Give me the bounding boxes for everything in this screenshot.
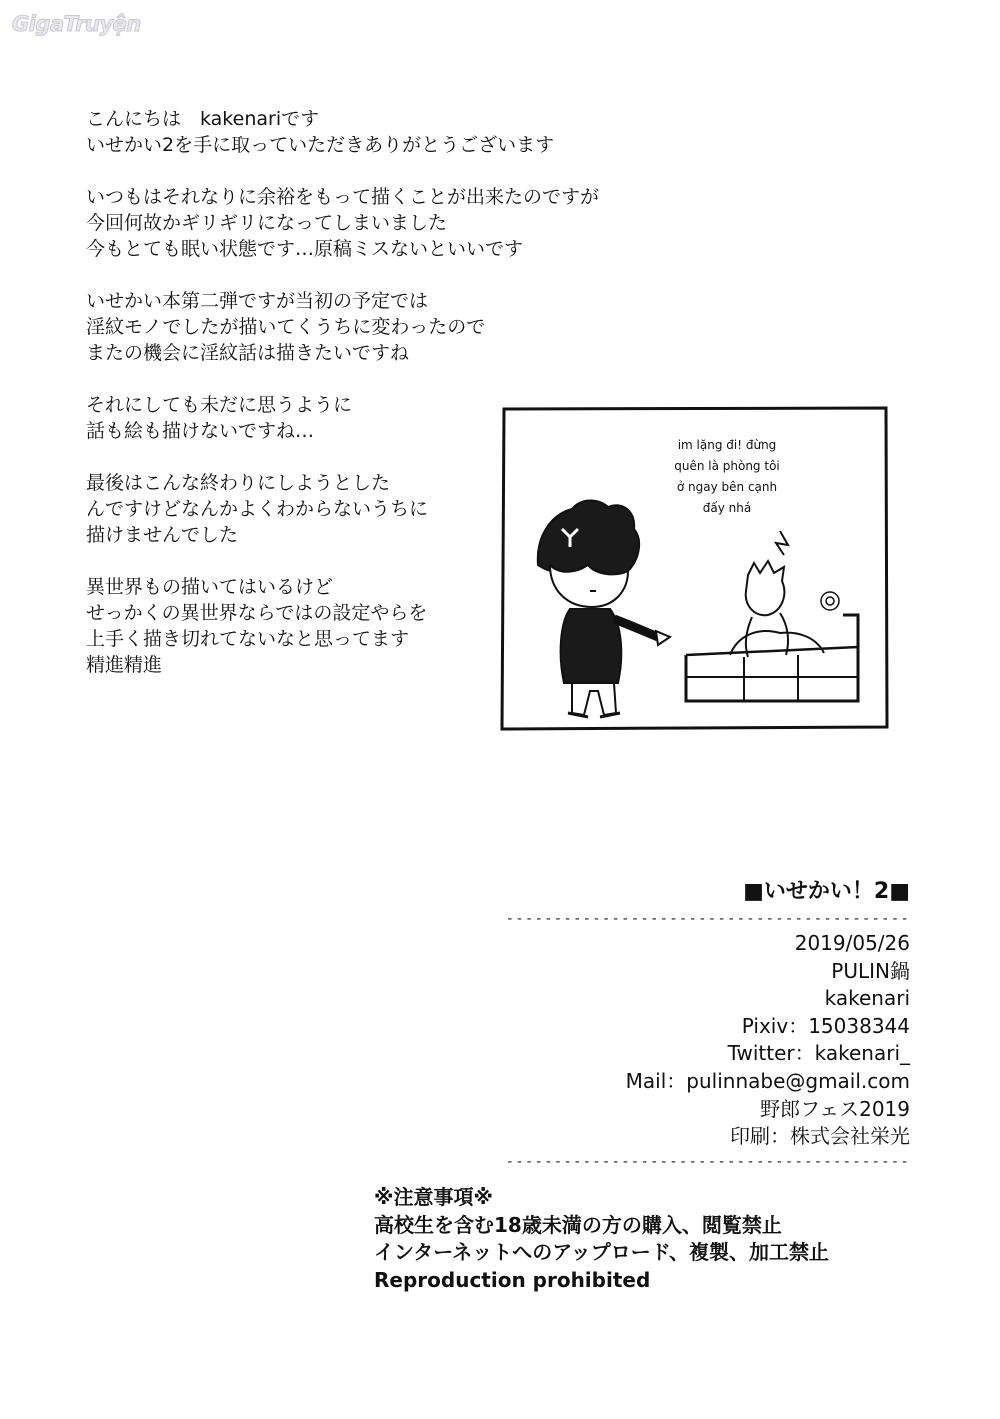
watermark-logo (12, 8, 141, 40)
notice-upload-prohibited: インターネットへのアップロード、複製、加工禁止 (374, 1240, 829, 1264)
afterword-line: いせかい本第二弾ですが当初の予定では (86, 290, 429, 312)
publish-date: 2019/05/26 (794, 931, 910, 955)
afterword-line: 描けませんでした (86, 524, 239, 546)
afterword-line: 精進精進 (86, 654, 163, 676)
notice-reproduction: Reproduction prohibited (374, 1267, 651, 1292)
afterword-line: またの機会に淫紋話は描きたいですね (86, 342, 410, 364)
afterword-line: いせかい2を手に取っていただきありがとうございます (86, 134, 555, 156)
afterword-line: それにしても未だに思うように (86, 394, 353, 416)
afterword-line: 話も絵も描けないですね… (86, 420, 315, 442)
twitter-handle: Twitter：kakenari_ (727, 1041, 910, 1066)
circle-name: PULIN鍋 (831, 958, 910, 983)
afterword-line: 最後はこんな終わりにしようとした (86, 472, 391, 494)
speech-line: im lặng đi! đừng (677, 438, 777, 452)
afterword-line: 今回何故かギリギリになってしまいました (86, 212, 448, 234)
afterword-paragraph (86, 106, 726, 158)
speech-bubble-text (657, 435, 797, 519)
divider-top: ------------------------------------------ (505, 911, 910, 927)
mail-address: Mail：pulinnabe@gmail.com (625, 1068, 910, 1093)
book-title: ■いせかい！2■ (743, 879, 910, 904)
afterword-line: 淫紋モノでしたが描いてくうちに変わったので (86, 316, 486, 338)
afterword-line: せっかくの異世界ならではの設定やらを (86, 602, 428, 624)
notice-heading: ※注意事項※ (374, 1185, 493, 1209)
notice-section (374, 1184, 934, 1294)
afterword-paragraph (86, 288, 726, 366)
afterword-line: こんにちは kakenariです (86, 108, 320, 130)
afterword-line: 上手く描き切れてないなと思ってます (86, 628, 410, 650)
afterword-line: んですけどなんかよくわからないうちに (86, 498, 429, 520)
divider-bottom: ------------------------------------------ (505, 1153, 910, 1170)
watermark-text: GigaTruyện (12, 12, 141, 36)
notice-age-restriction: 高校生を含む18歳未満の方の購入、閲覧禁止 (374, 1212, 782, 1237)
printer-name: 印刷：株式会社栄光 (730, 1124, 910, 1149)
afterword-line: 異世界もの描いてはいるけど (86, 576, 334, 598)
afterword-line: 今もとても眠い状態です…原稿ミスないといいです (86, 238, 524, 260)
afterword-paragraph (86, 184, 726, 262)
speech-line: đấy nhá (702, 501, 752, 515)
pixiv-id: Pixiv：15038344 (741, 1013, 910, 1038)
speech-line: ở ngay bên cạnh (676, 480, 778, 494)
colophon (470, 876, 910, 1173)
author-name: kakenari (824, 986, 910, 1011)
speech-line: quên là phòng tôi (674, 459, 780, 473)
event-name: 野郎フェス2019 (760, 1096, 910, 1121)
afterword-line: いつもはそれなりに余裕をもって描くことが出来たのですが (86, 186, 600, 208)
